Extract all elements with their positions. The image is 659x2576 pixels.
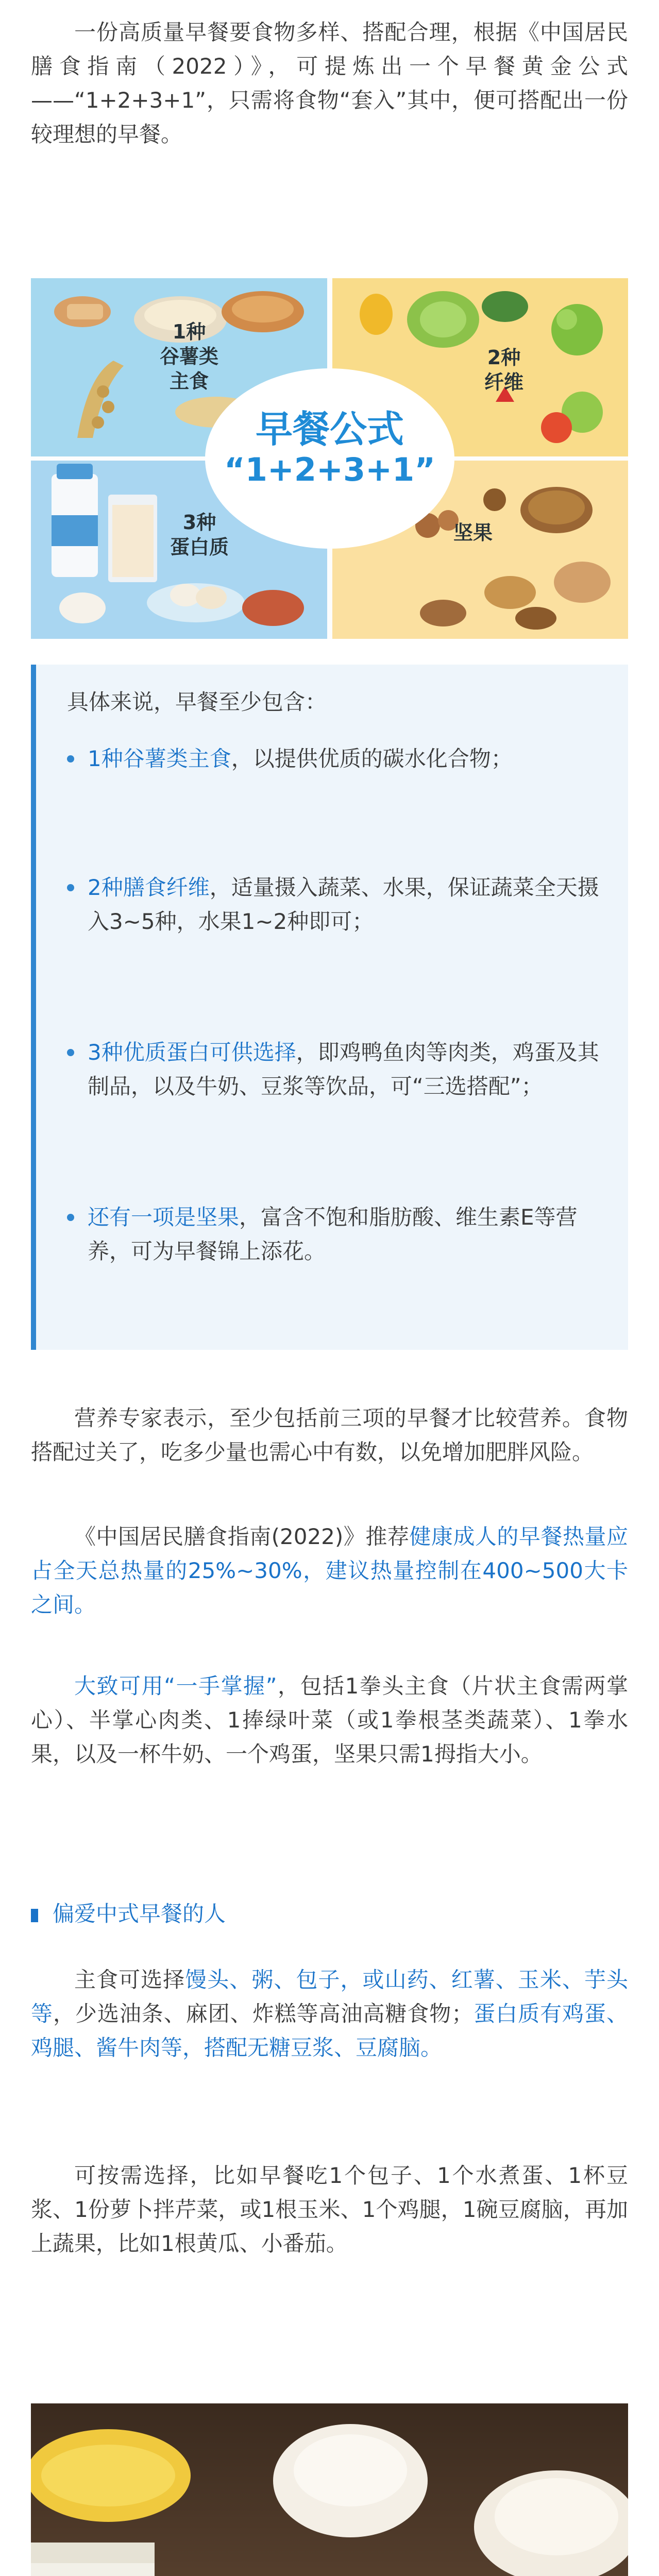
guideline-source: 《中国居民膳食指南(2022)》推荐: [74, 1524, 410, 1549]
box-intro: 具体来说，早餐至少包含：: [67, 689, 327, 715]
expert-paragraph: 营养专家表示，至少包括前三项的早餐才比较营养。食物搭配过关了，吃多少量也需心中有数，以免增加肥胖风险。: [31, 1405, 628, 1465]
intro-paragraph: 一份高质量早餐要食物多样、搭配合理，根据《中国居民膳食指南（2022）》，可提炼出一个早餐黄金公式——“1+2+3+1”，只需将食物“套入”其中，便可搭配出一份较理想的早餐。: [31, 20, 628, 147]
item-highlight: 2种膳食纤维: [88, 875, 210, 900]
bullet: [67, 884, 74, 891]
formula-text: “1+2+3+1”: [224, 451, 435, 488]
item-text: ，富含不饱和脂肪酸、维生素E等营养，可为早餐锦上添花。: [88, 1205, 578, 1264]
heading-text: 偏爱中式早餐的人: [53, 1901, 226, 1926]
chinese-breakfast-heading: [31, 1899, 628, 1929]
guideline-paragraph: [31, 1520, 628, 1622]
hand-portion-highlight: 大致可用“一手掌握”: [74, 1673, 277, 1699]
list-item: [67, 742, 608, 776]
list-item: [67, 1036, 608, 1104]
hand-portion-text: ，包括1拳头主食（片状主食需两掌心）、半掌心肉类、1捧绿叶菜（或1拳根茎类蔬菜）、1拳水果，以及一杯牛奶、一个鸡蛋，坚果只需1拇指大小。: [31, 1673, 628, 1767]
chinese-breakfast-paragraph: [31, 1963, 628, 2065]
item-highlight: 1种谷薯类主食: [88, 746, 231, 771]
chinese-example-paragraph: 可按需选择，比如早餐吃1个包子、1个水煮蛋、1杯豆浆、1份萝卜拌芹菜，或1根玉米、1个鸡腿，1碗豆腐脑，再加上蔬果，比如1根黄瓜、小番茄。: [31, 2163, 628, 2256]
bullet: [67, 1214, 74, 1221]
breakfast-formula-infographic: [31, 278, 628, 639]
chinese-breakfast-photo: [31, 2403, 628, 2576]
guideline-highlight: 健康成人的早餐热量应占全天总热量的25%~30%，建议热量控制在400~500大卡之间。: [31, 1524, 628, 1617]
text: 主食可选择: [74, 1967, 185, 1992]
grain-label: 1种 谷薯类 主食: [160, 320, 219, 393]
bullet: [67, 755, 74, 762]
item-highlight: 还有一项是坚果: [88, 1205, 240, 1230]
hand-portion-paragraph: [31, 1669, 628, 1771]
highlight: 馒头、粥、包子，或山药、红薯、玉米、芋头等: [31, 1967, 628, 2026]
item-text: ，适量摄入蔬菜、水果，保证蔬菜全天摄入3~5种，水果1~2种即可；: [88, 875, 599, 934]
item-highlight: 3种优质蛋白可供选择: [88, 1040, 296, 1065]
fiber-label: 2种 纤维: [484, 346, 524, 394]
highlight: 蛋白质有鸡蛋、鸡腿、酱牛肉等，搭配无糖豆浆、豆腐脑。: [31, 2001, 628, 2060]
nuts-label: 坚果: [453, 521, 493, 544]
bullet: [67, 1049, 74, 1056]
list-item: [67, 1200, 608, 1268]
breakfast-components-box: [31, 665, 628, 1350]
item-text: ，以提供优质的碳水化合物；: [231, 746, 513, 771]
heading-bar: [31, 1909, 38, 1922]
item-text: ，即鸡鸭鱼肉等肉类，鸡蛋及其制品，以及牛奶、豆浆等饮品，可“三选搭配”；: [88, 1040, 599, 1099]
formula-title: 早餐公式: [255, 408, 404, 451]
protein-label: 3种 蛋白质: [170, 511, 229, 558]
breakfast-photo-illustration: [31, 2403, 628, 2576]
text: ，少选油条、麻团、炸糕等高油高糖食物；: [53, 2001, 474, 2026]
list-item: [67, 871, 608, 939]
